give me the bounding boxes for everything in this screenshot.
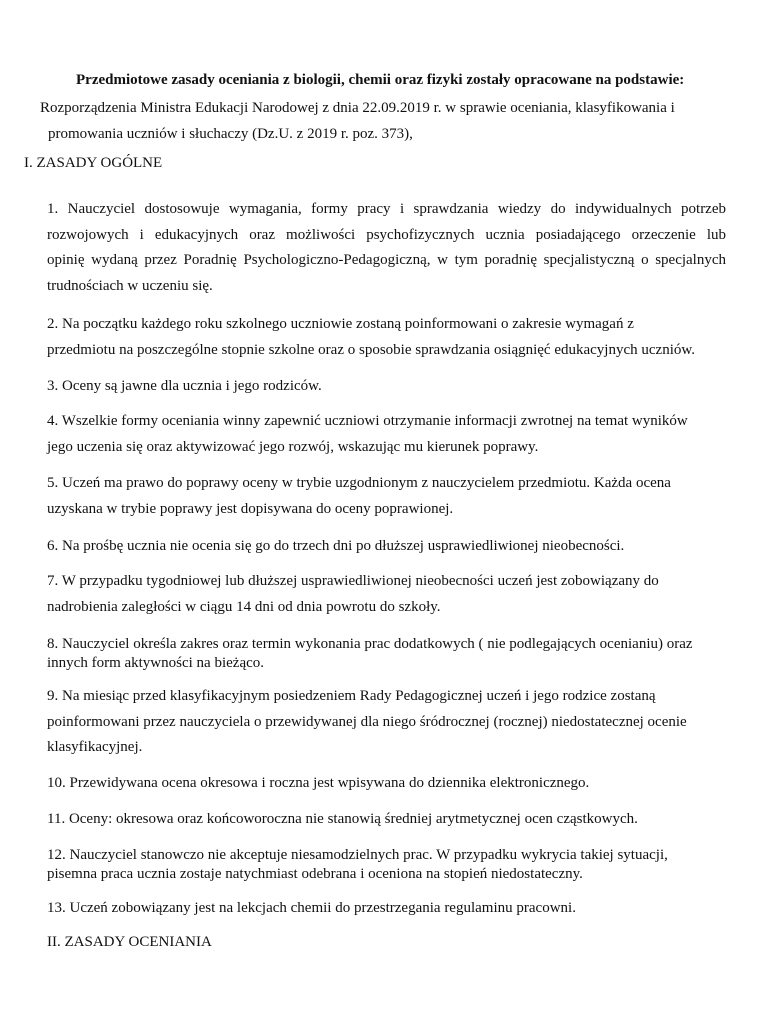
rule-line: trudnościach w uczeniu się. xyxy=(47,277,213,294)
section-heading-assessment: II. ZASADY OCENIANIA xyxy=(47,934,212,950)
rule-item-13 xyxy=(47,896,726,922)
rule-line: 8. Nauczyciel określa zakres oraz termin wykonania prac dodatkowych ( nie podlegających ocenianiu) oraz xyxy=(47,636,693,652)
rule-item-10 xyxy=(47,771,726,797)
rule-line: pisemna praca ucznia zostaje natychmiast odebrana i oceniona na stopień niedostateczny. xyxy=(47,866,583,882)
rule-line: przedmiotu na poszczególne stopnie szkolne oraz o sposobie sprawdzania osiągnięć edukacyjnych uczniów. xyxy=(47,341,695,358)
rule-line: poinformowani przez nauczyciela o przewidywanej dla niego śródrocznej (rocznej) niedostatecznej ocenie xyxy=(47,713,687,730)
rule-item-3 xyxy=(47,374,726,400)
rule-line: 4. Wszelkie formy oceniania winny zapewnić uczniowi otrzymanie informacji zwrotnej na temat wyników xyxy=(47,413,688,429)
rule-item-8 xyxy=(47,635,726,673)
legal-basis-line: promowania uczniów i słuchaczy (Dz.U. z 2019 r. poz. 373), xyxy=(48,126,413,142)
rule-line: 2. Na początku każdego roku szkolnego uczniowie zostaną poinformowani o zakresie wymagań z xyxy=(47,316,634,332)
rule-item-1 xyxy=(47,197,726,299)
rule-item-9 xyxy=(47,684,726,761)
rule-line: 13. Uczeń zobowiązany jest na lekcjach chemii do przestrzegania regulaminu pracowni. xyxy=(47,900,576,916)
rule-line: 6. Na prośbę ucznia nie ocenia się go do trzech dni po dłuższej usprawiedliwionej nieobecności. xyxy=(47,538,625,554)
section-heading-general: I. ZASADY OGÓLNE xyxy=(24,155,163,171)
rule-line: 9. Na miesiąc przed klasyfikacyjnym posiedzeniem Rady Pedagogicznej uczeń i jego rodzice zostaną xyxy=(47,688,656,704)
rule-line: 1. Nauczyciel dostosowuje wymagania, formy pracy i sprawdzania wiedzy do indywidualnych potrzeb xyxy=(47,201,726,217)
rule-item-6 xyxy=(47,534,726,560)
rule-line: uzyskana w trybie poprawy jest dopisywana do oceny poprawionej. xyxy=(47,500,454,517)
rule-line: 10. Przewidywana ocena okresowa i roczna jest wpisywana do dziennika elektronicznego. xyxy=(47,775,590,791)
legal-basis-line: Rozporządzenia Ministra Edukacji Narodowej z dnia 22.09.2019 r. w sprawie oceniania, klasyfikowania i xyxy=(40,100,675,116)
rule-line: opinię wydaną przez Poradnię Psychologiczno-Pedagogiczną, w tym poradnię specjalistyczną o specjalnych xyxy=(47,252,726,268)
rule-item-2 xyxy=(47,312,726,363)
rule-item-5 xyxy=(47,471,726,522)
rule-line: nadrobienia zaległości w ciągu 14 dni od dnia powrotu do szkoły. xyxy=(47,598,441,615)
rule-item-12 xyxy=(47,846,726,884)
rule-line: 5. Uczeń ma prawo do poprawy oceny w trybie uzgodnionym z nauczycielem przedmiotu. Każda ocena xyxy=(47,475,671,491)
legal-basis xyxy=(40,95,675,147)
rule-line: klasyfikacyjnej. xyxy=(47,739,143,755)
rule-line: 3. Oceny są jawne dla ucznia i jego rodziców. xyxy=(47,378,322,394)
rule-line: rozwojowych i edukacyjnych oraz możliwości psychofizycznych ucznia posiadającego orzeczenie lub xyxy=(47,226,726,243)
rule-line: innych form aktywności na bieżąco. xyxy=(47,655,265,671)
rule-item-7 xyxy=(47,569,726,620)
rule-item-11 xyxy=(47,807,726,833)
rule-line: 12. Nauczyciel stanowczo nie akceptuje niesamodzielnych prac. W przypadku wykrycia takiej sytuacji, xyxy=(47,847,668,863)
rule-line: 7. W przypadku tygodniowej lub dłuższej usprawiedliwionej nieobecności uczeń jest zobowiązany do xyxy=(47,573,659,589)
rule-line: jego uczenia się oraz aktywizować jego rozwój, wskazując mu kierunek poprawy. xyxy=(47,438,539,455)
document-title: Przedmiotowe zasady oceniania z biologii, chemii oraz fizyki zostały opracowane na podstawie: xyxy=(76,72,685,88)
rule-item-4 xyxy=(47,409,726,460)
rule-line: 11. Oceny: okresowa oraz końcoworoczna nie stanowią średniej arytmetycznej ocen cząstkowych. xyxy=(47,811,638,827)
